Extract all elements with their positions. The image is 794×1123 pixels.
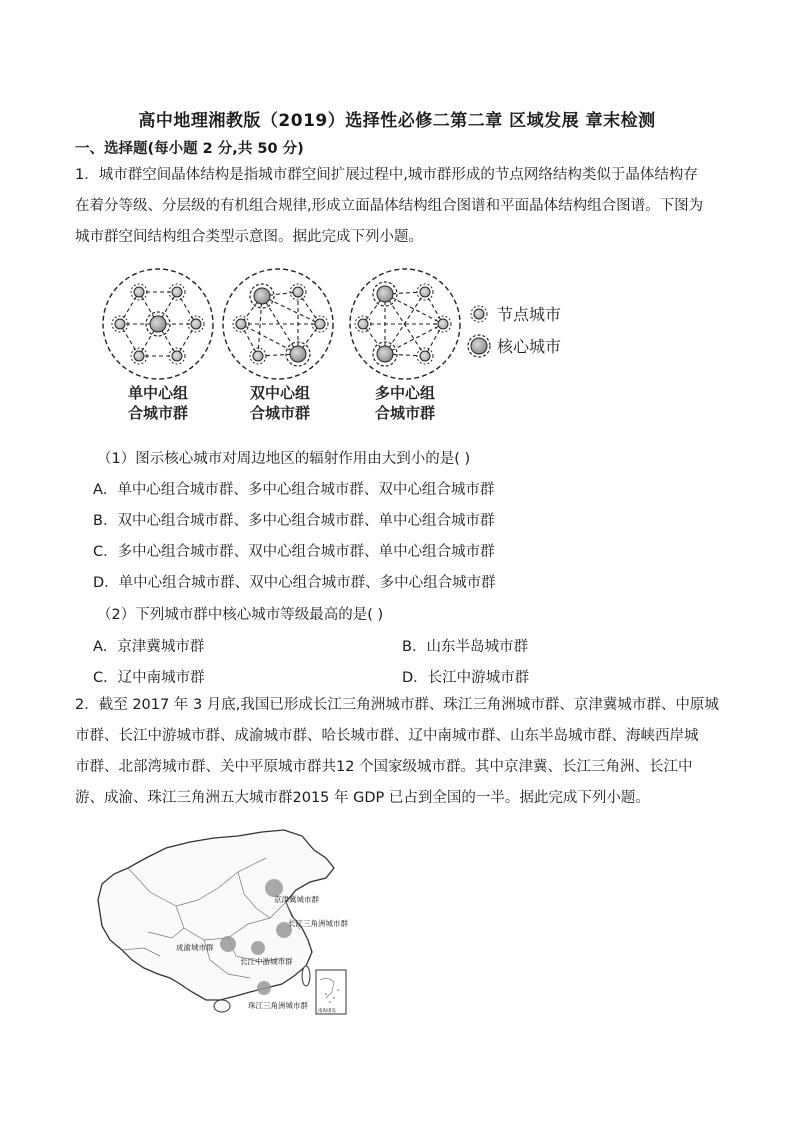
stem-line: 在着分等级、分层级的有机组合规律,形成立面晶体结构组合图谱和平面晶体结构组合图谱。下图为 — [75, 198, 704, 214]
map-label-chengyu: 成渝城市群 — [176, 943, 214, 952]
stem-line: 市群、北部湾城市群、关中平原城市群共12 个国家级城市群。其中京津冀、长江三角洲、长江中 — [75, 759, 693, 775]
option-a: A．京津冀城市群 — [93, 639, 205, 655]
chengyu-cluster-marker — [220, 936, 236, 952]
label-double-line2: 合城市群 — [249, 404, 311, 422]
option-b: B．双中心组合城市群、多中心组合城市群、单中心组合城市群 — [93, 513, 495, 529]
option-c: C．多中心组合城市群、双中心组合城市群、单中心组合城市群 — [93, 544, 495, 560]
sub-question-2: （2）下列城市群中核心城市等级最高的是( ) — [97, 607, 384, 623]
core-city-legend-icon — [471, 338, 487, 354]
stem-line: 2．截至 2017 年 3 月底,我国已形成长江三角洲城市群、珠江三角洲城市群、京津冀城市群、中原城 — [75, 697, 719, 713]
legend-node-label: 节点城市 — [497, 305, 562, 324]
node-city-legend-icon — [474, 309, 484, 319]
label-multi-line1: 多中心组 — [374, 384, 436, 402]
sub-question-1: （1）图示核心城市对周边地区的辐射作用由大到小的是( ) — [97, 451, 471, 467]
south-china-sea-inset — [316, 970, 346, 1014]
label-multi-line2: 合城市群 — [374, 404, 436, 422]
stem-line: 游、成渝、珠江三角洲五大城市群2015 年 GDP 已占到全国的一半。据此完成下列小题。 — [75, 790, 650, 806]
stem-line: 城市群空间结构组合类型示意图。据此完成下列小题。 — [75, 229, 423, 245]
label-single-line1: 单中心组 — [127, 384, 189, 402]
china-city-cluster-map — [88, 828, 364, 1018]
legend-core-label: 核心城市 — [497, 337, 562, 356]
map-label-pearl-delta: 珠江三角洲城市群 — [248, 1001, 308, 1010]
page-title: 高中地理湘教版（2019）选择性必修二第二章 区域发展 章末检测 — [138, 111, 656, 131]
multi-center-cluster-diagram — [350, 269, 460, 379]
figure-legend — [468, 305, 561, 357]
map-label-yangtze-delta: 长江三角洲城市群 — [288, 919, 348, 928]
option-a: A．单中心组合城市群、多中心组合城市群、双中心组合城市群 — [93, 482, 495, 498]
label-double-line1: 双中心组 — [249, 384, 311, 402]
double-center-cluster-diagram — [223, 269, 333, 379]
map-label-jingjinji: 京津冀城市群 — [274, 895, 319, 904]
inset-label: 南海诸岛 — [318, 1009, 336, 1014]
option-d: D．长江中游城市群 — [402, 670, 530, 686]
yangtze-mid-cluster-marker — [251, 941, 265, 955]
option-d: D．单中心组合城市群、双中心组合城市群、多中心组合城市群 — [93, 575, 496, 591]
map-label-yangtze-mid: 长江中游城市群 — [240, 957, 293, 966]
question-2-stem — [75, 690, 720, 814]
option-c: C．辽中南城市群 — [93, 670, 205, 686]
label-single-line2: 合城市群 — [127, 404, 189, 422]
question-1-stem — [75, 160, 720, 253]
section-heading: 一、选择题(每小题 2 分,共 50 分) — [75, 141, 304, 157]
pearl-delta-cluster-marker — [257, 981, 271, 995]
single-center-cluster-diagram — [103, 269, 213, 379]
city-cluster-structure-figure — [95, 268, 595, 428]
stem-line: 1．城市群空间晶体结构是指城市群空间扩展过程中,城市群形成的节点网络结构类似于晶体结构存 — [75, 167, 698, 183]
stem-line: 市群、长江中游城市群、成渝城市群、哈长城市群、辽中南城市群、山东半岛城市群、海峡西岸城 — [75, 728, 699, 744]
option-b: B．山东半岛城市群 — [402, 639, 528, 655]
